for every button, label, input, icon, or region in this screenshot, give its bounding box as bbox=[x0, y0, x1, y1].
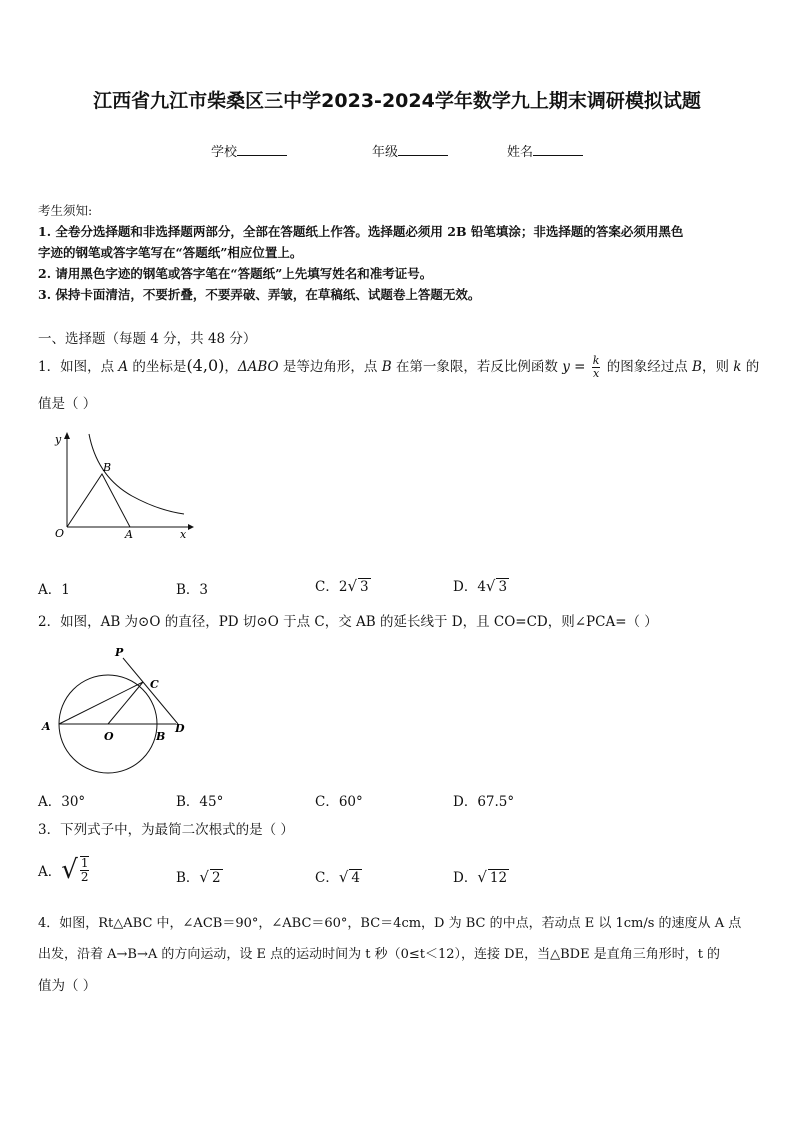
name-blank[interactable] bbox=[533, 143, 583, 156]
sqrt-sign: √ bbox=[338, 868, 349, 886]
label-y: y bbox=[55, 433, 62, 446]
section-heading: 一、选择题（每题 4 分，共 48 分） bbox=[38, 331, 257, 347]
question-4-line-2: 出发，沿着 A→B→A 的方向运动，设 E 点的运动时间为 t 秒（0≤t＜12），连接 DE，当△BDE 是直角三角形时，t 的 bbox=[38, 947, 721, 962]
label-c: C bbox=[150, 678, 159, 691]
question-2: 2．如图，AB 为⊙O 的直径，PD 切⊙O 于点 C，交 AB 的延长线于 D，且 CO=CD，则∠PCA=（ ） bbox=[38, 614, 658, 630]
q3-option-a[interactable] bbox=[38, 855, 91, 885]
q1-frac-num: k bbox=[592, 354, 600, 367]
frac-den: 2 bbox=[80, 870, 89, 884]
name-label: 姓名 bbox=[507, 145, 534, 160]
notice-item-3: 3. 保持卡面清洁，不要折叠，不要弄破、弄皱，在草稿纸、试题卷上答题无效。 bbox=[38, 287, 481, 302]
q1-option-d[interactable] bbox=[453, 575, 509, 595]
label-a: A bbox=[42, 720, 51, 733]
q1-coord: (4,0) bbox=[186, 356, 225, 375]
q1-var-k: k bbox=[733, 359, 742, 375]
option-label: D． bbox=[453, 794, 478, 810]
hyperbola-curve bbox=[89, 434, 184, 514]
q1-frac-den: x bbox=[593, 367, 600, 380]
grade-blank[interactable] bbox=[398, 143, 448, 156]
q1-text: ，则 bbox=[701, 359, 734, 375]
question-3: 3．下列式子中，为最简二次根式的是（ ） bbox=[38, 822, 294, 838]
option-coef: 4 bbox=[477, 579, 486, 595]
radicand-fraction bbox=[80, 856, 90, 884]
option-value: 30° bbox=[61, 794, 86, 810]
q1-eq: = bbox=[569, 359, 590, 375]
option-label: A． bbox=[38, 582, 62, 598]
q1-var-b: B bbox=[381, 359, 392, 375]
label-x: x bbox=[180, 528, 187, 541]
q1-text: 1．如图，点 bbox=[38, 359, 119, 375]
page-title: 江西省九江市柴桑区三中学2023-2024学年数学九上期末调研模拟试题 bbox=[93, 90, 701, 112]
q1-figure bbox=[52, 430, 197, 545]
option-value: 67.5° bbox=[477, 794, 515, 810]
q2-option-c[interactable] bbox=[315, 790, 363, 810]
tangent-pd bbox=[123, 658, 178, 724]
q1-option-c[interactable] bbox=[315, 575, 371, 595]
q1-option-b[interactable] bbox=[176, 578, 208, 598]
q1-text: 的图象经过点 bbox=[602, 359, 693, 375]
option-label: C． bbox=[315, 579, 339, 595]
q2-option-a[interactable] bbox=[38, 790, 85, 810]
q2-figure bbox=[38, 640, 198, 780]
option-label: B． bbox=[176, 582, 200, 598]
option-label: A． bbox=[38, 864, 62, 880]
sqrt-sign: √ bbox=[347, 577, 357, 595]
x-axis-arrow bbox=[188, 524, 194, 530]
option-value: 45° bbox=[199, 794, 224, 810]
label-p: P bbox=[115, 646, 124, 659]
grade-field bbox=[372, 141, 448, 160]
option-value: 1 bbox=[61, 582, 70, 598]
question-4-line-1: 4．如图，Rt△ABC 中，∠ACB＝90°，∠ABC＝60°，BC＝4cm，D 为 BC 的中点，若动点 E 以 1cm/s 的速度从 A 点 bbox=[38, 916, 742, 931]
q3-option-d[interactable] bbox=[453, 866, 509, 886]
label-b: B bbox=[156, 730, 166, 743]
question-1-line-1 bbox=[38, 351, 758, 382]
option-label: D． bbox=[453, 870, 478, 886]
radicand: 4 bbox=[351, 870, 360, 886]
school-field bbox=[211, 141, 287, 160]
option-label: B． bbox=[176, 870, 200, 886]
q1-var-y: y bbox=[562, 359, 570, 375]
label-o: O bbox=[55, 527, 65, 540]
frac-num: 1 bbox=[80, 856, 89, 870]
q1-text: 是等边角形，点 bbox=[278, 359, 382, 375]
q1-var-b: B bbox=[692, 359, 702, 375]
option-label: B． bbox=[176, 794, 200, 810]
school-label: 学校 bbox=[211, 145, 238, 160]
q1-text: 的坐标是 bbox=[128, 359, 187, 375]
q2-option-b[interactable] bbox=[176, 790, 223, 810]
sqrt-sign: √ bbox=[477, 868, 487, 886]
name-field bbox=[507, 141, 583, 160]
option-coef: 2 bbox=[338, 579, 348, 595]
y-axis-arrow bbox=[64, 432, 70, 439]
q3-option-c[interactable] bbox=[315, 866, 362, 886]
q1-text: 的 bbox=[741, 359, 760, 375]
chord-ac bbox=[59, 682, 143, 724]
q1-option-a[interactable] bbox=[38, 578, 70, 598]
radius-oc bbox=[108, 682, 143, 724]
q1-fraction bbox=[592, 355, 601, 380]
radicand: 2 bbox=[211, 870, 221, 886]
label-b: B bbox=[103, 461, 112, 474]
label-d: D bbox=[175, 722, 185, 735]
option-label: C． bbox=[315, 870, 339, 886]
option-label: A． bbox=[38, 794, 62, 810]
q1-text: 在第一象限，若反比例函数 bbox=[391, 359, 563, 375]
sqrt-sign: √ bbox=[485, 577, 496, 595]
radicand: 12 bbox=[489, 870, 508, 886]
sqrt-sign: √ bbox=[61, 855, 78, 885]
option-label: C． bbox=[315, 794, 339, 810]
notice-item-2: 2. 请用黑色字迹的钢笔或答字笔在“答题纸”上先填写姓名和准考证号。 bbox=[38, 266, 433, 281]
q1-triangle: ΔABO bbox=[237, 359, 279, 375]
school-blank[interactable] bbox=[237, 143, 287, 156]
sqrt-sign: √ bbox=[199, 868, 209, 886]
notice-item-1a: 1. 全卷分选择题和非选择题两部分，全部在答题纸上作答。选择题必须用 2B 铅笔填涂；非选择题的答案必须用黑色 bbox=[38, 224, 684, 239]
label-o: O bbox=[104, 730, 114, 743]
option-label: D． bbox=[453, 579, 478, 595]
grade-label: 年级 bbox=[372, 145, 399, 160]
notice-block bbox=[38, 200, 758, 305]
option-value: 60° bbox=[338, 794, 363, 810]
question-4-line-3: 值为（ ） bbox=[38, 978, 97, 994]
option-value: 3 bbox=[199, 582, 209, 598]
radicand: 3 bbox=[360, 579, 369, 595]
triangle-abo bbox=[67, 474, 130, 527]
q1-text: ， bbox=[224, 359, 238, 375]
q1-var-a: A bbox=[118, 359, 129, 375]
question-1-line-2: 值是（ ） bbox=[38, 396, 97, 412]
radicand: 3 bbox=[498, 579, 508, 595]
notice-item-1b: 字迹的钢笔或答字笔写在“答题纸”相应位置上。 bbox=[38, 245, 303, 260]
notice-heading: 考生须知: bbox=[38, 203, 93, 218]
q3-option-b[interactable] bbox=[176, 866, 223, 886]
label-a: A bbox=[125, 528, 133, 541]
q2-option-d[interactable] bbox=[453, 790, 514, 810]
